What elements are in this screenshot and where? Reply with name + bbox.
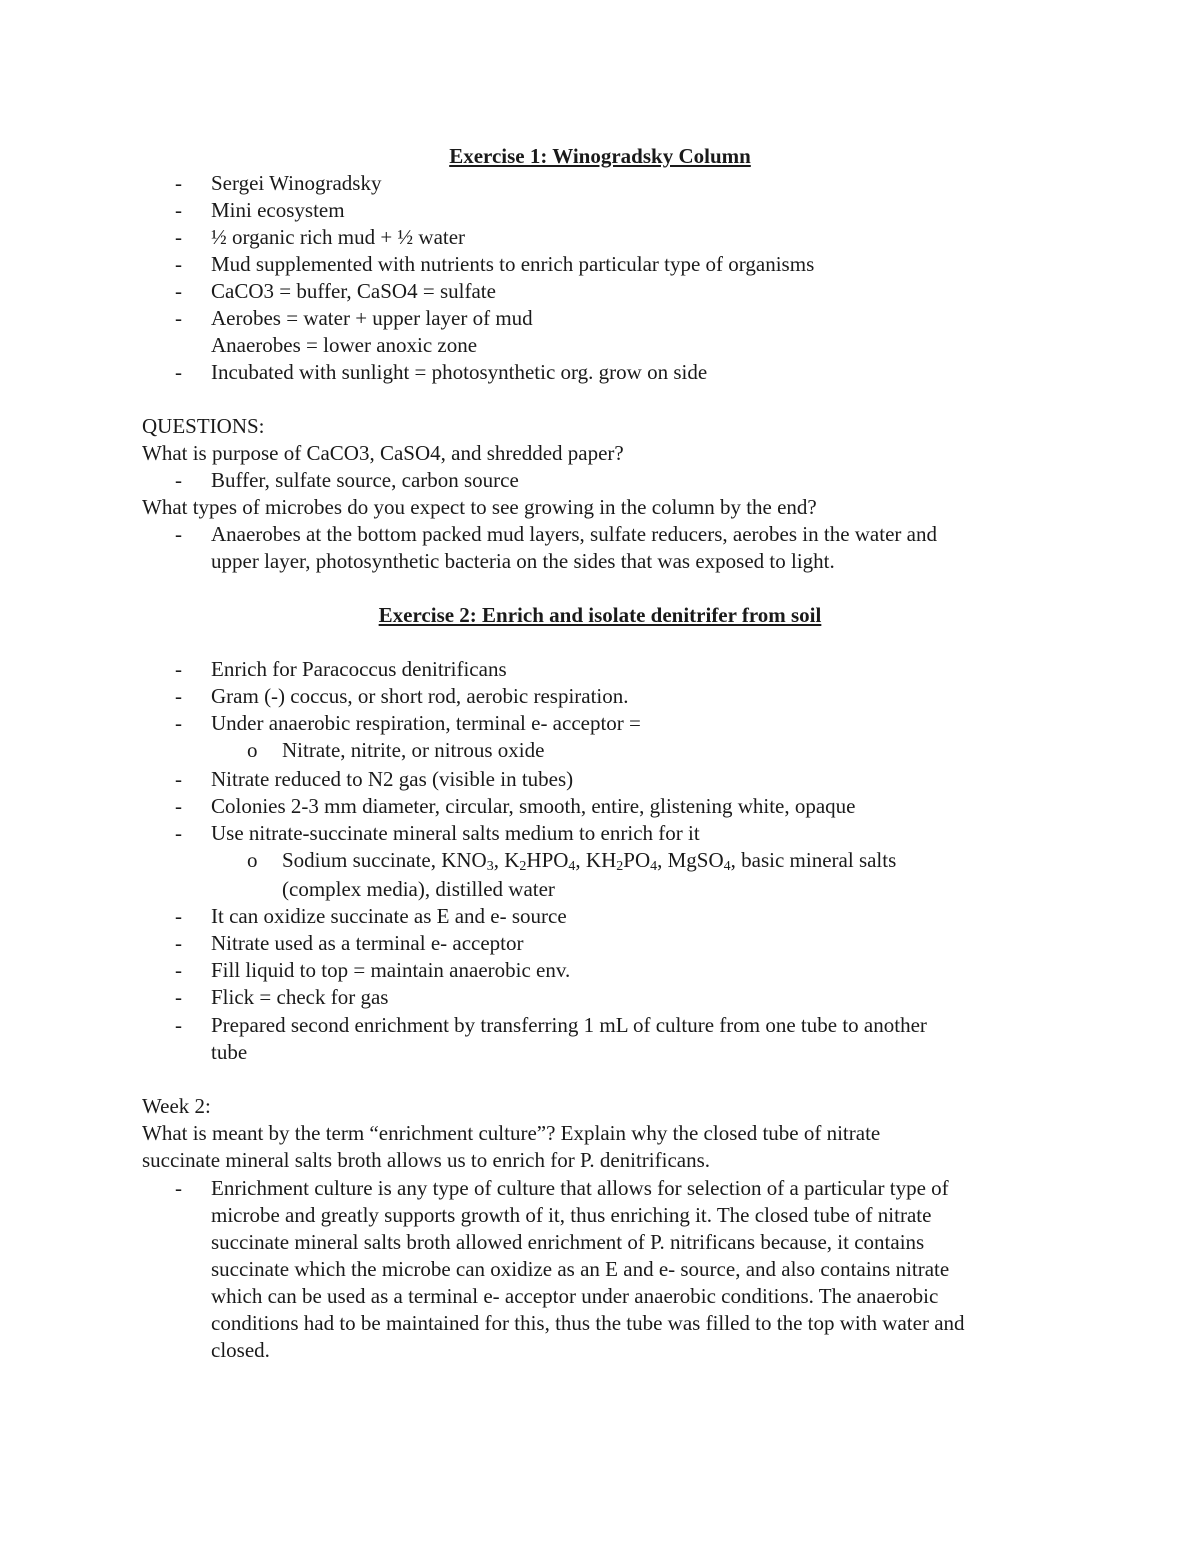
sub-list-item-salts: Sodium succinate, $KNO_3$, $K_2HPO_4$, $KH_2PO_4$, MgSO$_4$, basic mineral salts — [282, 848, 897, 874]
dash-marker: - — [175, 985, 182, 1009]
dash-marker: - — [175, 684, 182, 708]
sub-list-item: Nitrate, nitrite, or nitrous oxide — [282, 738, 545, 762]
list-item: Fill liquid to top = maintain anaerobic env. — [211, 958, 571, 982]
dash-marker: - — [175, 767, 182, 791]
dash-marker: - — [175, 171, 182, 195]
sub-list-item-continuation: (complex media), distilled water — [282, 877, 555, 901]
dash-marker: - — [175, 306, 182, 330]
week-2-answer-line: closed. — [211, 1338, 270, 1362]
list-item-continuation: Anaerobes = lower anoxic zone — [211, 333, 478, 357]
circle-bullet: o — [247, 738, 258, 762]
week-2-question: What is meant by the term “enrichment culture”? Explain why the closed tube of nitrate — [142, 1121, 881, 1145]
exercise-2-title: Exercise 2: Enrich and isolate denitrifer from soil — [378, 603, 822, 627]
list-item: Incubated with sunlight = photosynthetic org. grow on side — [211, 360, 708, 384]
dash-marker: - — [175, 225, 182, 249]
dash-marker: - — [175, 904, 182, 928]
dash-marker: - — [175, 711, 182, 735]
list-item: Gram (-) coccus, or short rod, aerobic respiration. — [211, 684, 629, 708]
list-item-continuation: tube — [211, 1040, 248, 1064]
week-2-answer-line: Enrichment culture is any type of culture that allows for selection of a particular type of — [211, 1176, 949, 1200]
week-2-answer-line: microbe and greatly supports growth of it, thus enriching it. The closed tube of nitrate — [211, 1203, 932, 1227]
exercise-1-title: Exercise 1: Winogradsky Column — [449, 144, 751, 168]
question-2: What types of microbes do you expect to see growing in the column by the end? — [142, 495, 817, 519]
list-item: Prepared second enrichment by transferring 1 mL of culture from one tube to another — [211, 1013, 927, 1037]
list-item: CaCO3 = buffer, CaSO4 = sulfate — [211, 279, 496, 303]
dash-marker: - — [175, 794, 182, 818]
list-item: Mini ecosystem — [211, 198, 345, 222]
list-item: Use nitrate-succinate mineral salts medium to enrich for it — [211, 821, 700, 845]
dash-marker: - — [175, 279, 182, 303]
list-item: Nitrate reduced to N2 gas (visible in tubes) — [211, 767, 574, 791]
dash-marker: - — [175, 360, 182, 384]
week-2-question-continuation: succinate mineral salts broth allows us to enrich for P. denitrificans. — [142, 1148, 711, 1172]
week-2-answer-line: conditions had to be maintained for this, thus the tube was filled to the top with water and — [211, 1311, 965, 1335]
list-item: Flick = check for gas — [211, 985, 389, 1009]
answer-2: Anaerobes at the bottom packed mud layers, sulfate reducers, aerobes in the water and — [211, 522, 937, 546]
list-item: Under anaerobic respiration, terminal e- acceptor = — [211, 711, 641, 735]
questions-label: QUESTIONS: — [142, 414, 265, 438]
dash-marker: - — [175, 931, 182, 955]
list-item: Mud supplemented with nutrients to enrich particular type of organisms — [211, 252, 815, 276]
list-item: Sergei Winogradsky — [211, 171, 382, 195]
list-item: Nitrate used as a terminal e- acceptor — [211, 931, 524, 955]
week-2-answer-line: which can be used as a terminal e- acceptor under anaerobic conditions. The anaerobic — [211, 1284, 939, 1308]
week-2-answer-line: succinate mineral salts broth allowed enrichment of P. nitrificans because, it contains — [211, 1230, 925, 1254]
dash-marker: - — [175, 657, 182, 681]
answer-2-continuation: upper layer, photosynthetic bacteria on the sides that was exposed to light. — [211, 549, 835, 573]
week-2-answer-line: succinate which the microbe can oxidize as an E and e- source, and also contains nitrate — [211, 1257, 950, 1281]
dash-marker: - — [175, 522, 182, 546]
question-1: What is purpose of CaCO3, CaSO4, and shredded paper? — [142, 441, 624, 465]
dash-marker: - — [175, 1013, 182, 1037]
list-item: Enrich for Paracoccus denitrificans — [211, 657, 507, 681]
list-item: Colonies 2-3 mm diameter, circular, smooth, entire, glistening white, opaque — [211, 794, 856, 818]
week-2-label: Week 2: — [142, 1094, 211, 1118]
dash-marker: - — [175, 198, 182, 222]
dash-marker: - — [175, 252, 182, 276]
answer-1: Buffer, sulfate source, carbon source — [211, 468, 519, 492]
list-item: It can oxidize succinate as E and e- source — [211, 904, 567, 928]
list-item: Aerobes = water + upper layer of mud — [211, 306, 533, 330]
list-item: ½ organic rich mud + ½ water — [211, 225, 466, 249]
dash-marker: - — [175, 958, 182, 982]
circle-bullet: o — [247, 848, 258, 872]
dash-marker: - — [175, 821, 182, 845]
dash-marker: - — [175, 468, 182, 492]
dash-marker: - — [175, 1176, 182, 1200]
